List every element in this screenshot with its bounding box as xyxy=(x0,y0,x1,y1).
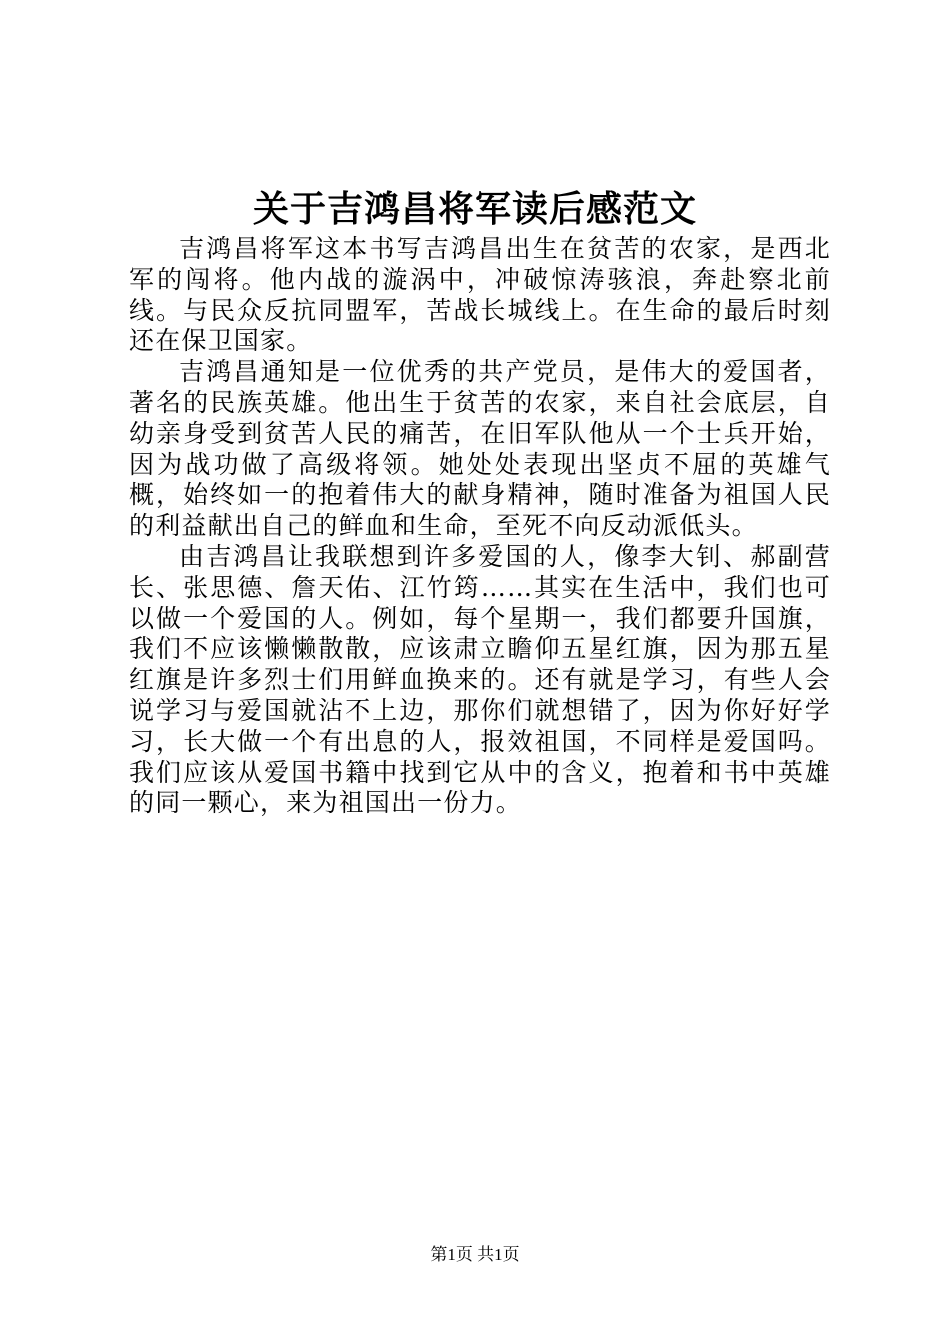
paragraph-2: 吉鸿昌通知是一位优秀的共产党员，是伟大的爱国者，著名的民族英雄。他出生于贫苦的农家，来自社会底层，自幼亲身受到贫苦人民的痛苦，在旧军队他从一个士兵开始，因为战功做了高级将领。她处处表现出坚贞不屈的英雄气概，始终如一的抱着伟大的献身精神，随时准备为祖国人民的利益献出自己的鲜血和生命，至死不向反动派低头。 xyxy=(129,357,831,541)
paragraph-1: 吉鸿昌将军这本书写吉鸿昌出生在贫苦的农家，是西北军的闯将。他内战的漩涡中，冲破惊涛骇浪，奔赴察北前线。与民众反抗同盟军，苦战长城线上。在生命的最后时刻还在保卫国家。 xyxy=(129,234,831,356)
document-title: 关于吉鸿昌将军读后感范文 xyxy=(252,188,697,230)
document-body xyxy=(129,234,831,819)
page-footer: 第1页 共1页 xyxy=(430,1245,520,1264)
paragraph-3: 由吉鸿昌让我联想到许多爱国的人，像李大钊、郝副营长、张思德、詹天佑、江竹筠……其实在生活中，我们也可以做一个爱国的人。例如，每个星期一，我们都要升国旗，我们不应该懒懒散散，应该肃立瞻仰五星红旗，因为那五星红旗是许多烈士们用鲜血换来的。还有就是学习，有些人会说学习与爱国就沾不上边，那你们就想错了，因为你好好学习，长大做一个有出息的人，报效祖国，不同样是爱国吗。我们应该从爱国书籍中找到它从中的含义，抱着和书中英雄的同一颗心，来为祖国出一份力。 xyxy=(129,541,831,818)
